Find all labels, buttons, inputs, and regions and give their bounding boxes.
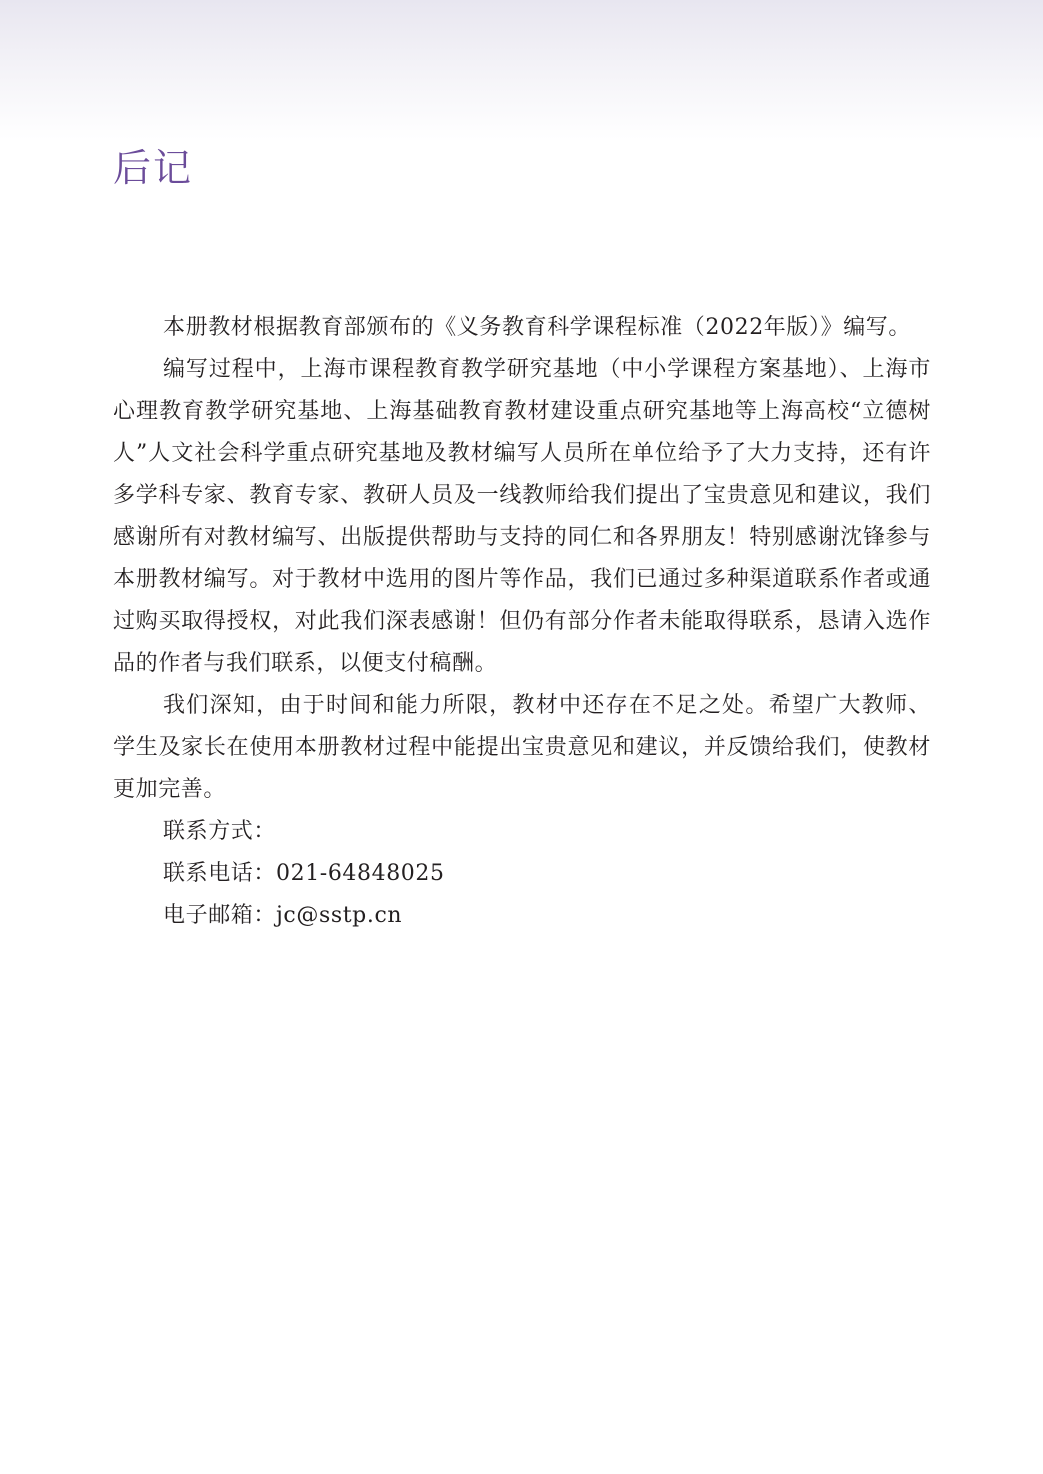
paragraph-feedback-request: 我们深知，由于时间和能力所限，教材中还存在不足之处。希望广大教师、学生及家长在使用本册教材过程中能提出宝贵意见和建议，并反馈给我们，使教材更加完善。 bbox=[113, 693, 931, 802]
page-title: 后记 bbox=[113, 146, 194, 190]
paragraph-curriculum-basis: 本册教材根据教育部颁布的《义务教育科学课程标准（2022年版）》编写。 bbox=[163, 315, 911, 340]
contact-phone: 联系电话：021-64848025 bbox=[163, 861, 445, 886]
contact-email: 电子邮箱：jc@sstp.cn bbox=[163, 903, 403, 928]
afterword-body bbox=[113, 307, 931, 937]
contact-heading: 联系方式： bbox=[163, 819, 277, 844]
paragraph-acknowledgements: 编写过程中，上海市课程教育教学研究基地（中小学课程方案基地）、上海市心理教育教学研究基地、上海基础教育教材建设重点研究基地等上海高校“立德树人”人文社会科学重点研究基地及教材编写人员所在单位给予了大力支持，还有许多学科专家、教育专家、教研人员及一线教师给我们提出了宝贵意见和建议，我们感谢所有对教材编写、出版提供帮助与支持的同仁和各界朋友！特别感谢沈锋参与本册教材编写。对于教材中选用的图片等作品，我们已通过多种渠道联系作者或通过购买取得授权，对此我们深表感谢！但仍有部分作者未能取得联系，恳请入选作品的作者与我们联系，以便支付稿酬。 bbox=[113, 357, 931, 676]
header-gradient-band bbox=[0, 0, 1043, 140]
